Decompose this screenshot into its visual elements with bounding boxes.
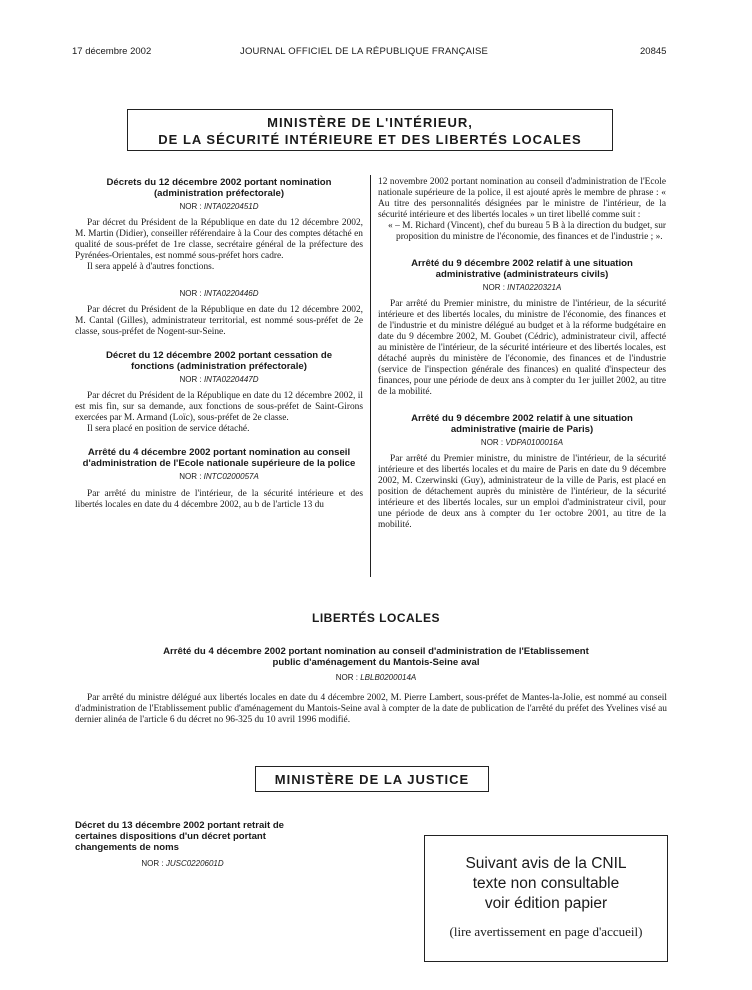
article-paragraph: Par arrêté du Premier ministre, du ministre de l'intérieur, de la sécurité intérieure et des libertés locales, du ministre de l'économie, des finances et de l'industrie et du ministre délégué au budget et à la réforme budgétaire en date du 9 décembre 2002, M. Goubet (Cédric), administrateur civil, affecté au ministère de l'intérieur, de la sécurité intérieure et des libertés locales, est détaché auprès du ministère de l'économie, des finances et de l'industrie (service de l'inspection générale des finances) en qualité d'inspecteur des finances, pour une période de deux ans à compter du 1er juillet 2002, au titre de la mobilité. [378, 298, 666, 398]
nor-line: NOR : INTA0220447D [179, 374, 259, 384]
article-paragraph: Par arrêté du ministre de l'intérieur, de la sécurité intérieure et des libertés locales en date du 4 décembre 2002, au b de l'article 13 du [75, 488, 363, 510]
article-paragraph: Par décret du Président de la République en date du 12 décembre 2002, il est mis fin, sur sa demande, aux fonctions de sous-préfet de Saint-Girons exercées par M. Armand (Loïc), sous-préfet de 2e classe. [75, 391, 363, 424]
ministry-interieur-line2: DE LA SÉCURITÉ INTÉRIEURE ET DES LIBERTÉS LOCALES [158, 132, 582, 147]
column-divider [370, 175, 371, 577]
cnil-notice-box [424, 835, 668, 962]
article-title: Arrêté du 9 décembre 2002 relatif à une situation administrative (mairie de Paris) [411, 412, 633, 435]
nor-line: NOR : INTA0220321A [482, 282, 562, 292]
article-paragraph: Il sera placé en position de service détaché. [87, 424, 250, 435]
article-paragraph: Par décret du Président de la République en date du 12 décembre 2002, M. Martin (Didier), conseiller référendaire à la Cour des comptes détaché en qualité de sous-préfet de 1re classe, secrétaire général de la préfecture des Pyrénées-Orientales, est nommé sous-préfet hors cadre. [75, 218, 363, 262]
article-paragraph: Par décret du Président de la République en date du 12 décembre 2002, M. Cantal (Gilles), administrateur territorial, est nommé sous-préfet de 2e classe, sous-préfet de Nogent-sur-Seine. [75, 304, 363, 337]
article-title: Arrêté du 4 décembre 2002 portant nomination au conseil d'administration de l'Etablissement public d'aménagement du Mantois-Seine aval [163, 646, 589, 668]
ministry-interieur-box [127, 109, 613, 151]
header-page-number: 20845 [640, 46, 667, 57]
nor-line: NOR : INTC0200057A [179, 472, 259, 482]
article-paragraph: Il sera appelé à d'autres fonctions. [87, 262, 215, 273]
ministry-justice-box [255, 766, 489, 792]
article-paragraph: 12 novembre 2002 portant nomination au conseil d'administration de l'Ecole nationale supérieure de la police, il est ajouté après le membre de phrase : « Au titre des personnalités désignées par le ministre de l'intérieur, de la sécurité intérieure et des libertés locales » un tiret libellé comme suit : [378, 177, 666, 221]
ministry-interieur-line1: MINISTÈRE DE L'INTÉRIEUR, [267, 115, 473, 130]
article-title: Décret du 13 décembre 2002 portant retrait de certaines dispositions d'un décret portant changements de noms [75, 820, 285, 853]
article-title: Décrets du 12 décembre 2002 portant nomination (administration préfectorale) [106, 177, 332, 199]
nor-line: NOR : VDPA0100016A [480, 437, 564, 447]
article-paragraph: Par arrêté du ministre délégué aux libertés locales en date du 4 décembre 2002, M. Pierre Lambert, sous-préfet de Mantes-la-Jolie, est nommé au conseil d'administration de l'Etablissement public d'aménagement du Mantois-Seine aval à compter de la date de publication de l'arrêté du préfet des Yvelines visé au dernier alinéa de l'article 6 du décret no 96-325 du 10 avril 1996 modifié. [75, 693, 667, 726]
article-quote: « – M. Richard (Vincent), chef du bureau 5 B à la direction du budget, sur proposition du ministre de l'économie, des finances et de l'industrie ; ». [388, 221, 666, 243]
cnil-notice-line3: voir édition papier [484, 895, 608, 912]
header-journal-title: JOURNAL OFFICIEL DE LA RÉPUBLIQUE FRANÇAISE [240, 46, 489, 57]
nor-line: NOR : INTA0220451D [179, 202, 259, 211]
cnil-notice-line1: Suivant avis de la CNIL [465, 855, 627, 872]
header-date: 17 décembre 2002 [72, 46, 152, 57]
article-title: Arrêté du 4 décembre 2002 portant nomination au conseil d'administration de l'Ecole nationale supérieure de la police [82, 447, 356, 470]
ministry-justice-title: MINISTÈRE DE LA JUSTICE [274, 772, 470, 787]
nor-line: NOR : JUSC0220601D [141, 859, 224, 868]
article-paragraph: Par arrêté du Premier ministre, du ministre de l'intérieur, de la sécurité intérieure et des libertés locales et du maire de Paris en date du 9 décembre 2002, M. Czerwinski (Guy), administrateur de la ville de Paris, est placé en position de détachement auprès du ministère de l'intérieur, de la sécurité intérieure et des libertés locales, sur un emploi d'administrateur civil, pour une période de deux ans à compter du 1er octobre 2001, au titre de la mobilité. [378, 453, 666, 531]
justice-article [75, 820, 290, 874]
article-title: Décret du 12 décembre 2002 portant cessation de fonctions (administration préfectorale) [105, 349, 333, 372]
right-column [378, 177, 666, 531]
cnil-notice-note: (lire avertissement en page d'accueil) [449, 924, 643, 939]
nor-line: NOR : LBLB0200014A [335, 673, 417, 682]
article-title: Arrêté du 9 décembre 2002 relatif à une situation administrative (administrateurs civils) [411, 257, 633, 280]
section-title-libertes-locales: LIBERTÉS LOCALES [311, 611, 440, 625]
cnil-notice-line2: texte non consultable [472, 875, 620, 892]
nor-line: NOR : INTA0220446D [179, 288, 259, 298]
left-column [75, 177, 363, 511]
